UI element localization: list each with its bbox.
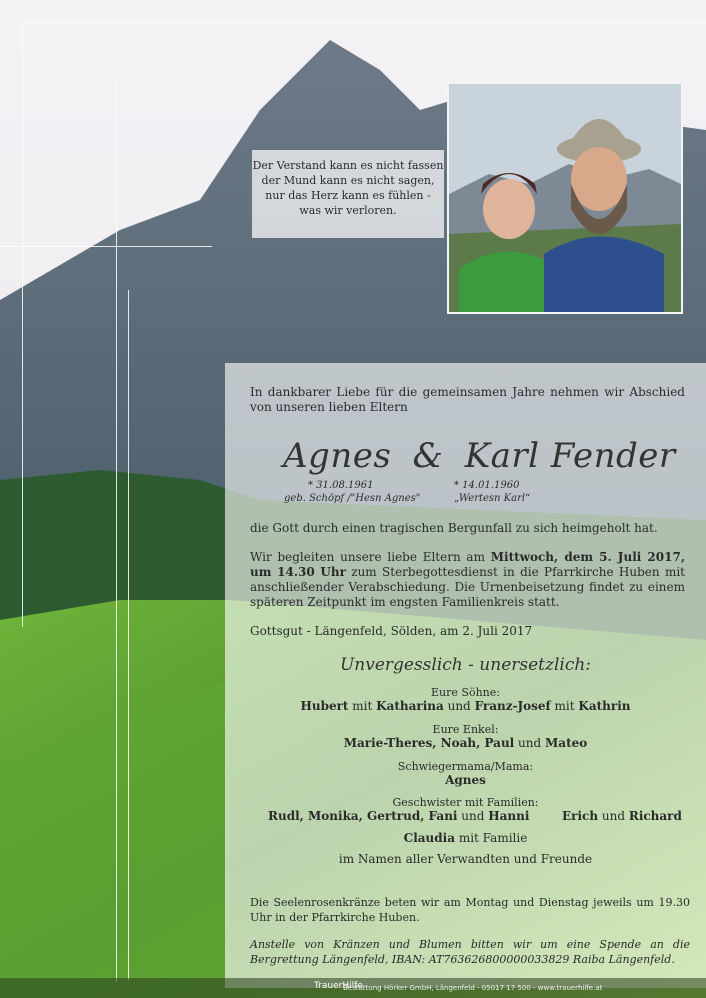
- sons-label: Eure Söhne:: [431, 686, 500, 699]
- unvergesslich-heading: Unvergesslich - unersetzlich:: [339, 655, 592, 675]
- cross-horizontal: [0, 246, 212, 247]
- son-hubert: Hubert: [300, 699, 349, 713]
- frame-line-left: [22, 22, 23, 627]
- daughter-in-law-kathrin: Kathrin: [578, 699, 631, 713]
- donation-text: Anstelle von Kränzen und Blumen bitten wir um eine Spende an die Bergrettung Längenfeld, IBAN: AT763626800000033829 Raiba Längenfeld.: [250, 938, 690, 966]
- claudia-name: Claudia: [403, 831, 455, 845]
- siblings-label: Geschwister mit Familien:: [392, 796, 539, 809]
- quote-line: was wir verloren.: [299, 204, 397, 217]
- son-franz-josef: Franz-Josef: [474, 699, 551, 713]
- connector: und: [457, 809, 489, 823]
- connector: mit: [348, 699, 377, 713]
- rosary-text: Die Seelenrosenkränze beten wir am Montag und Dienstag jeweils um 19.30 Uhr in der Pfarrkirche Huben.: [250, 896, 690, 924]
- agnes-note: geb. Schöpf /"Hesn Agnes": [284, 493, 421, 504]
- siblings-line-left: [268, 809, 529, 824]
- quote-line: der Mund kann es nicht sagen,: [261, 174, 435, 187]
- frame-line-right: [128, 290, 129, 980]
- grandchild-mateo: Mateo: [545, 736, 588, 750]
- agnes-birth: * 31.08.1961: [308, 480, 374, 491]
- sibling-richard: Richard: [628, 809, 682, 823]
- name-agnes: Agnes: [283, 436, 392, 476]
- connector: und: [514, 736, 546, 750]
- service-post: zum Sterbegottesdienst in die Pfarrkirche Huben mit anschließender Verabschiedung. Die Urnenbeisetzung findet zu einem späteren Zeitpunkt im engsten Familienkreis statt.: [250, 565, 685, 609]
- service-text: [250, 550, 685, 610]
- gott-text: die Gott durch einen tragischen Bergunfall zu sich heimgeholt hat.: [250, 521, 658, 535]
- name-ampersand: &: [412, 436, 444, 476]
- sibling-hanni: Hanni: [488, 809, 530, 823]
- karl-note: „Wertesn Karl“: [454, 493, 531, 504]
- mama-label: Schwiegermama/Mama:: [397, 760, 534, 773]
- service-date: Mittwoch, dem 5. Juli 2017, um 14.30 Uhr: [250, 550, 685, 579]
- connector: mit: [550, 699, 579, 713]
- grandchildren-line: [225, 736, 706, 751]
- quote-box: [252, 150, 444, 238]
- grandchildren-names: Marie-Theres, Noah, Paul: [343, 736, 515, 750]
- cross-vertical: [116, 82, 117, 982]
- place-date: Gottsgut - Längenfeld, Sölden, am 2. Juli 2017: [250, 624, 533, 638]
- karl-birth: * 14.01.1960: [454, 480, 520, 491]
- daughter-in-law-katharina: Katharina: [376, 699, 444, 713]
- name-karl: Karl Fender: [464, 436, 676, 476]
- claudia-line: [225, 831, 706, 846]
- mama-name: Agnes: [445, 773, 486, 787]
- trauerhilfe-logo: TrauerHilfe: [314, 981, 363, 991]
- agnes-dates: [284, 479, 420, 505]
- connector: und: [443, 699, 475, 713]
- service-pre: Wir begleiten unsere liebe Eltern am: [250, 550, 491, 564]
- all-relatives: im Namen aller Verwandten und Freunde: [338, 852, 593, 866]
- siblings-names: Rudl, Monika, Gertrud, Fani: [268, 809, 458, 823]
- couple-photo: [447, 82, 683, 314]
- frame-line-top: [22, 22, 706, 23]
- sons-line: [225, 699, 706, 714]
- karl-dates: [454, 479, 530, 505]
- sibling-erich: Erich: [562, 809, 599, 823]
- claudia-rest: mit Familie: [455, 831, 528, 845]
- connector: und: [598, 809, 629, 823]
- deceased-names: [283, 436, 676, 476]
- grandchildren-label: Eure Enkel:: [432, 723, 499, 736]
- quote-line: Der Verstand kann es nicht fassen: [252, 159, 444, 172]
- footer-text: Bestattung Hörker GmbH, Längenfeld - 05017 17 500 - www.trauerhilfe.at: [343, 984, 603, 992]
- quote-line: nur das Herz kann es fühlen -: [265, 189, 431, 202]
- intro-text: In dankbarer Liebe für die gemeinsamen Jahre nehmen wir Abschied von unseren lieben Eltern: [250, 385, 685, 414]
- siblings-line-right: [562, 809, 682, 824]
